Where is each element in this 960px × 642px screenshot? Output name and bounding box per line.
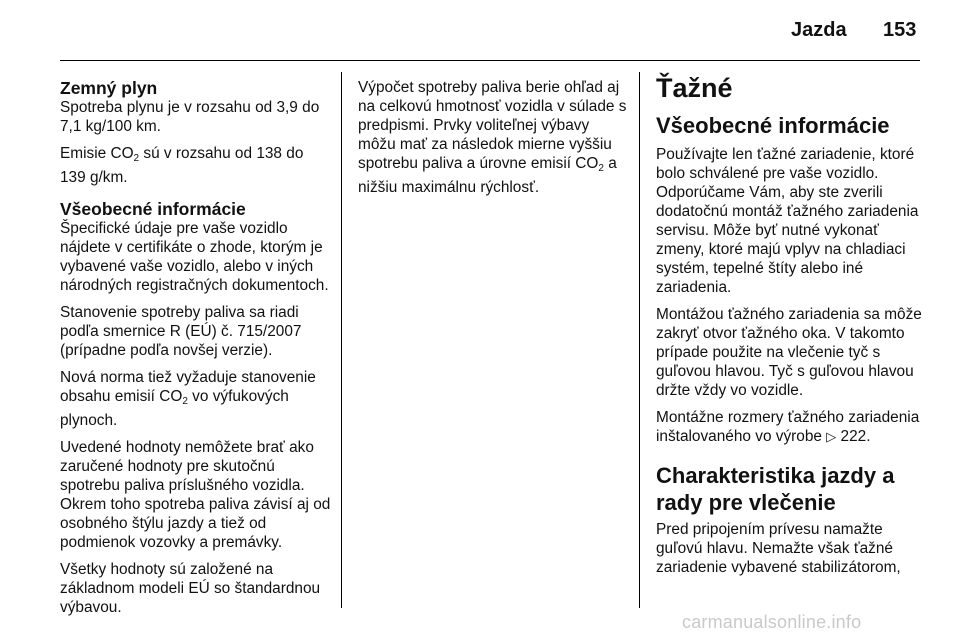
column-right [656, 72, 926, 585]
section-title: Jazda [791, 19, 847, 41]
header-rule [60, 60, 920, 61]
paragraph: Uvedené hodnoty nemôžete brať ako zaručené hodnoty pre skutočnú spotrebu paliva príslušného vozidla. Okrem toho spotreba paliva závisí aj od osobného štýlu jazdy a tiež od podmienok vozovky a premávky. [60, 439, 331, 551]
column-middle [358, 78, 630, 205]
paragraph [60, 368, 332, 430]
paragraph: Špecifické údaje pre vaše vozidlo nájdete v certifikáte o zhode, ktorým je vybavené vaše vozidlo, alebo v iných národných registračných dokumentoch. [60, 220, 329, 294]
heading-towing: Ťažné [656, 73, 733, 103]
paragraph: Spotreba plynu je v rozsahu od 3,9 do 7,1 kg/100 km. [60, 99, 320, 135]
text: Montážne rozmery ťažného zariadenia inštalovaného vo výrobe [656, 409, 920, 445]
paragraph [656, 408, 926, 446]
heading-general-info: Všeobecné informácie [60, 199, 246, 219]
paragraph [60, 144, 332, 187]
text: Emisie CO [60, 145, 134, 162]
heading-driving-towing: Charakteristika jazdy a rady pre vlečenie [656, 463, 895, 515]
page-reference[interactable]: 222. [840, 428, 871, 445]
column-divider [639, 72, 640, 608]
column-left [60, 78, 332, 625]
page-number: 153 [883, 19, 917, 41]
page-header [0, 0, 960, 60]
text: a nižšiu maximálnu rýchlosť. [358, 155, 617, 196]
paragraph: Všetky hodnoty sú založené na základnom modeli EÚ so štandardnou výbavou. [60, 561, 321, 616]
paragraph: Stanovenie spotreby paliva sa riadi podľa smernice R (EÚ) č. 715/2007 (prípadne podľa novšej verzie). [60, 304, 302, 359]
subscript: 2 [182, 396, 188, 407]
paragraph: Pred pripojením prívesu namažte guľovú hlavu. Nemažte však ťažné zariadenie vybavené stabilizátorom, [656, 521, 901, 576]
page-reference-arrow-icon[interactable]: ▷ [826, 429, 837, 444]
text: vo výfukových plynoch. [60, 388, 289, 429]
paragraph: Montážou ťažného zariadenia sa môže zakryť otvor ťažného oka. V takomto prípade použite na vlečenie tyč s guľovou hlavou. Tyč s guľovou hlavou držte vždy vo vozidle. [656, 306, 922, 399]
heading-general-info: Všeobecné informácie [656, 113, 890, 138]
column-divider [341, 72, 342, 608]
text: Výpočet spotreby paliva berie ohľad aj na celkovú hmotnosť vozidla v súlade s predpismi. Prvky voliteľnej výbavy môžu mať za následok mierne vyššiu spotrebu paliva a úrovne emisií CO [358, 79, 627, 172]
paragraph: Používajte len ťažné zariadenie, ktoré bolo schválené pre vaše vozidlo. Odporúčame Vám, aby ste zverili dodatočnú montáž ťažného zariadenia servisu. Môže byť nutné vykonať zmeny, ktoré majú vplyv na chladiaci systém, tepelné štíty alebo iné zariadenia. [656, 146, 919, 296]
text: Nová norma tiež vyžaduje stanovenie obsahu emisií CO [60, 369, 316, 405]
watermark: carmanualsonline.info [682, 612, 862, 632]
subscript: 2 [598, 163, 604, 174]
text: sú v rozsahu od 138 do 139 g/km. [60, 145, 304, 186]
subscript: 2 [133, 153, 140, 164]
paragraph [358, 78, 630, 197]
heading-natural-gas: Zemný plyn [60, 78, 158, 98]
